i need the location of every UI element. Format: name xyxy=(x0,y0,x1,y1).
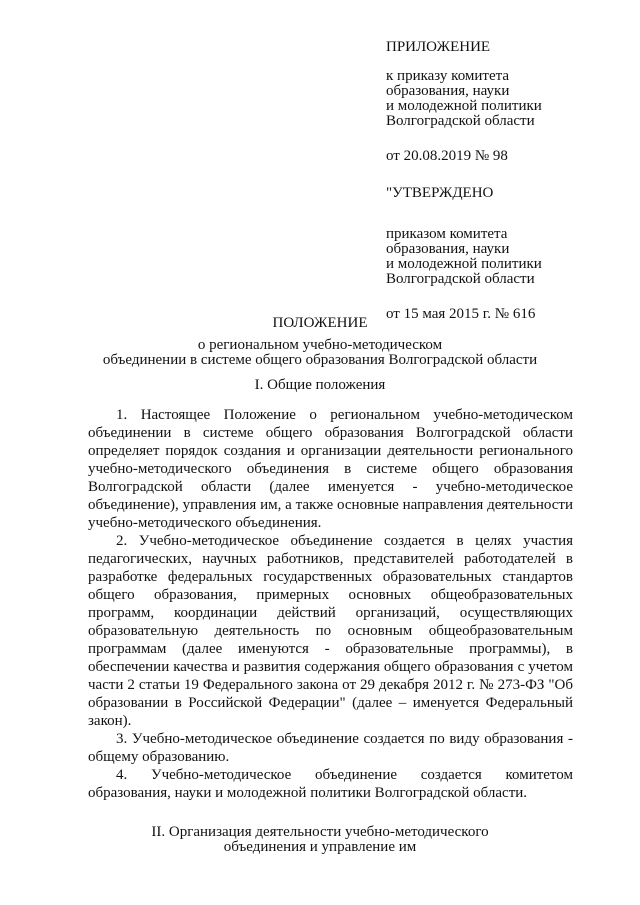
approved-by-line: образования, науки xyxy=(386,241,510,257)
approved-date-number: от 15 мая 2015 г. № 616 xyxy=(386,306,536,322)
approved-by-line: Волгоградской области xyxy=(386,271,535,287)
attachment-header: ПРИЛОЖЕНИЕ xyxy=(386,39,491,55)
approved-by-block xyxy=(386,227,606,287)
paragraph-3: 3. Учебно-методическое объединение создается по виду образования - общему образованию. xyxy=(88,731,573,765)
section-2-heading-line: объединения и управление им xyxy=(223,839,417,855)
attachment-order-line: Волгоградской области xyxy=(386,113,535,129)
approved-by-line: и молодежной политики xyxy=(386,256,542,272)
attachment-order-line: образования, науки xyxy=(386,83,510,99)
section-1-heading: I. Общие положения xyxy=(254,377,386,393)
paragraph-2: 2. Учебно-методическое объединение создается в целях участия педагогических, научных работников, представителей работодателей в разработке федеральных государственных образовательных стандартов общего образования, примерных основных общеобразовательных программ, координации действий организаций, осуществляющих образовательную деятельность по основным общеобразовательным программам (далее именуются - образовательные программы), в обеспечении качества и развития содержания общего образования с учетом части 2 статьи 19 Федерального закона от 29 декабря 2012 г. № 273-ФЗ "Об образовании в Российской Федерации" (далее – именуется Федеральный закон). xyxy=(88,533,573,729)
section-1-body xyxy=(88,406,573,802)
attachment-order-date-number: от 20.08.2019 № 98 xyxy=(386,148,508,164)
document-subtitle-line: о региональном учебно-методическом xyxy=(197,337,443,353)
document-title: ПОЛОЖЕНИЕ xyxy=(272,315,368,331)
paragraph-1: 1. Настоящее Положение о региональном учебно-методическом объединении в системе общего образования Волгоградской области определяет порядок создания и организации деятельности регионального учебно-методического объединения в системе общего образования Волгоградской области (далее именуется - учебно-методическое объединение), управления им, а также основные направления деятельности учебно-методического объединения. xyxy=(88,407,573,531)
approved-by-line: приказом комитета xyxy=(386,226,508,242)
attachment-order-reference xyxy=(386,69,606,129)
section-2-heading xyxy=(0,825,640,855)
section-2-heading-line: II. Организация деятельности учебно-методического xyxy=(151,824,489,840)
paragraph-4: 4. Учебно-методическое объединение создается комитетом образования, науки и молодежной политики Волгоградской области. xyxy=(88,767,573,801)
approved-label: "УТВЕРЖДЕНО xyxy=(386,185,494,201)
attachment-block xyxy=(386,40,606,322)
document-subtitle-line: объединении в системе общего образования Волгоградской области xyxy=(102,352,538,368)
attachment-order-line: и молодежной политики xyxy=(386,98,542,114)
attachment-order-line: к приказу комитета xyxy=(386,68,510,84)
